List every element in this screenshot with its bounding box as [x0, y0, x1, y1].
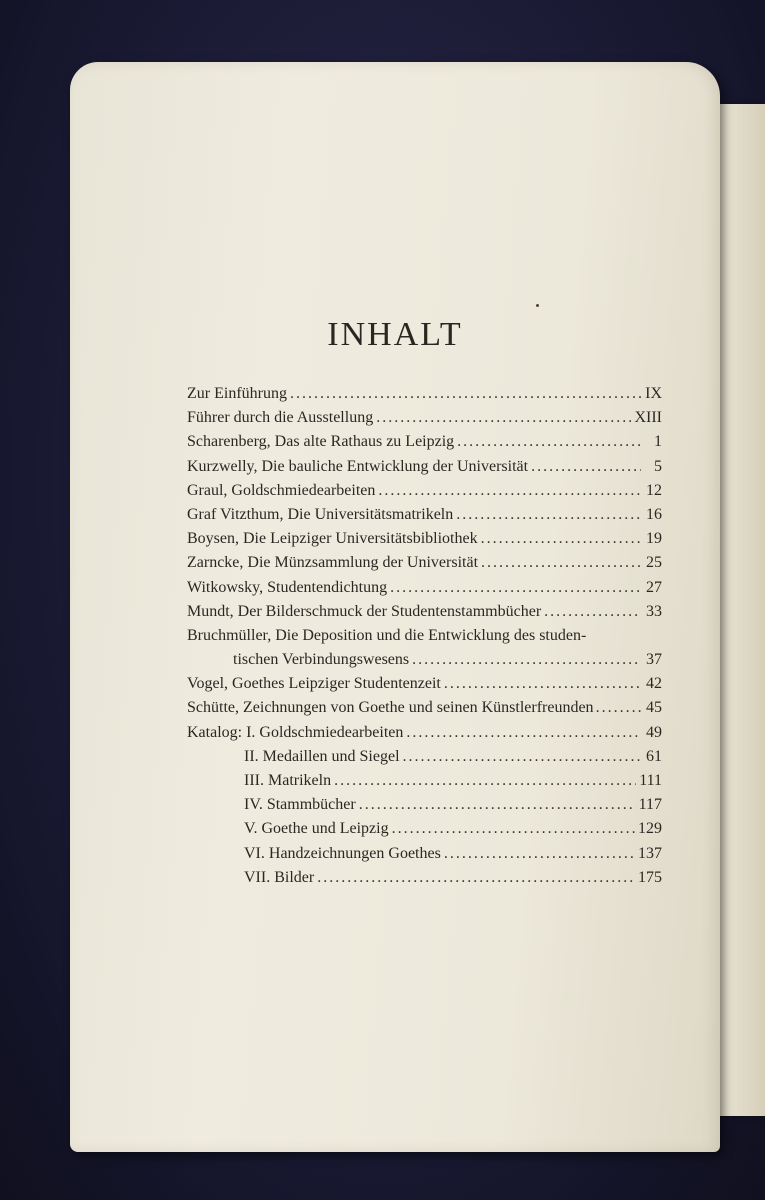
- toc-entry-text: Graul, Goldschmiedearbeiten: [187, 481, 376, 499]
- toc-entry-text: Katalog: I. Goldschmiedearbeiten: [187, 723, 404, 741]
- toc-entry-text: VII. Bilder: [244, 868, 315, 886]
- toc-entry: [187, 745, 662, 769]
- toc-entry-text: III. Matrikeln: [244, 772, 332, 789]
- toc-entry: [187, 382, 662, 406]
- toc-entry-page: 117: [638, 796, 662, 814]
- toc-entry-text: Vogel, Goethes Leipziger Studentenzeit: [187, 675, 441, 693]
- leader-dots: [378, 479, 641, 503]
- toc-entry-text: Schütte, Zeichnungen von Goethe und seinen Künstlerfreunden: [187, 699, 594, 717]
- toc-entry-text: Kurzwelly, Die bauliche Entwicklung der Universität: [187, 457, 529, 475]
- toc-entry-text: Zarncke, Die Münzsammlung der Universität: [187, 554, 479, 572]
- toc-entry-page: 16: [646, 505, 662, 523]
- leader-dots: [406, 721, 641, 745]
- toc-entry: [187, 721, 662, 745]
- leader-dots: [531, 455, 641, 479]
- book-page: [70, 62, 720, 1152]
- toc-entry-text: IV. Stammbücher: [244, 796, 356, 814]
- leader-dots: [334, 769, 636, 793]
- toc-entry-page: 5: [654, 457, 662, 475]
- toc-entry-text: Führer durch die Ausstellung: [187, 409, 374, 427]
- toc-entry-text: Mundt, Der Bilderschmuck der Studentenstammbücher: [187, 602, 542, 620]
- toc-entry-page: 49: [646, 723, 662, 741]
- toc-entry: [187, 842, 662, 866]
- toc-entry-text: V. Goethe und Leipzig: [244, 820, 389, 838]
- toc-entry-page: XIII: [634, 409, 662, 427]
- toc-entry-page: 37: [646, 651, 662, 669]
- table-of-contents: [187, 382, 662, 890]
- leader-dots: [481, 527, 641, 551]
- leader-dots: [376, 406, 631, 430]
- toc-entry-page: 19: [646, 530, 662, 548]
- toc-entry: [187, 527, 662, 551]
- leader-dots: [412, 648, 641, 672]
- toc-entry-continuation: [187, 648, 662, 672]
- leader-dots: [456, 503, 641, 527]
- toc-entry: [187, 624, 662, 648]
- leader-dots: [290, 382, 641, 406]
- leader-dots: [444, 842, 635, 866]
- toc-entry: [187, 866, 662, 890]
- leader-dots: [596, 696, 642, 720]
- leader-dots: [390, 576, 641, 600]
- leader-dots: [359, 793, 636, 817]
- toc-entry-page: 27: [646, 578, 662, 596]
- toc-entry-page: 137: [638, 844, 662, 862]
- toc-entry-page: 33: [646, 602, 662, 620]
- leader-dots: [481, 551, 641, 575]
- toc-entry-page: 111: [639, 772, 662, 789]
- toc-entry: [187, 430, 662, 454]
- toc-entry: [187, 769, 662, 793]
- toc-entry: [187, 503, 662, 527]
- toc-entry: [187, 406, 662, 430]
- toc-entry-page: 25: [646, 554, 662, 572]
- leader-dots: [544, 600, 641, 624]
- toc-entry: [187, 600, 662, 624]
- toc-entry-page: IX: [645, 385, 662, 402]
- toc-entry-page: 61: [646, 747, 662, 765]
- toc-entry-page: 129: [638, 820, 662, 838]
- paper-speck: [536, 304, 539, 307]
- leader-dots: [317, 866, 635, 890]
- toc-entry-text: Bruchmüller, Die Deposition und die Entwicklung des studen-: [187, 626, 587, 644]
- leader-dots: [444, 672, 641, 696]
- toc-entry-page: 42: [646, 675, 662, 693]
- toc-entry: [187, 551, 662, 575]
- toc-entry-text: VI. Handzeichnungen Goethes: [244, 844, 441, 862]
- toc-entry-text: Witkowsky, Studentendichtung: [187, 578, 388, 596]
- toc-entry-text: Graf Vitzthum, Die Universitätsmatrikeln: [187, 505, 454, 523]
- leader-dots: [457, 430, 641, 454]
- toc-entry-text: Zur Einführung: [187, 385, 287, 402]
- toc-entry: [187, 576, 662, 600]
- toc-entry-text: Boysen, Die Leipziger Universitätsbibliothek: [187, 530, 478, 548]
- toc-entry: [187, 817, 662, 841]
- page-title: INHALT: [327, 316, 463, 353]
- toc-entry: [187, 696, 662, 720]
- toc-entry-page: 1: [654, 433, 662, 451]
- toc-entry: [187, 479, 662, 503]
- toc-entry: [187, 793, 662, 817]
- toc-entry-page: 45: [646, 699, 662, 717]
- toc-entry-text: Scharenberg, Das alte Rathaus zu Leipzig: [187, 433, 455, 451]
- toc-entry-page: 175: [638, 868, 662, 886]
- toc-entry-text: II. Medaillen und Siegel: [244, 747, 400, 765]
- toc-entry: [187, 672, 662, 696]
- toc-entry-text: tischen Verbindungswesens: [233, 651, 410, 669]
- leader-dots: [403, 745, 641, 769]
- leader-dots: [392, 817, 635, 841]
- toc-entry: [187, 455, 662, 479]
- toc-entry-page: 12: [646, 481, 662, 499]
